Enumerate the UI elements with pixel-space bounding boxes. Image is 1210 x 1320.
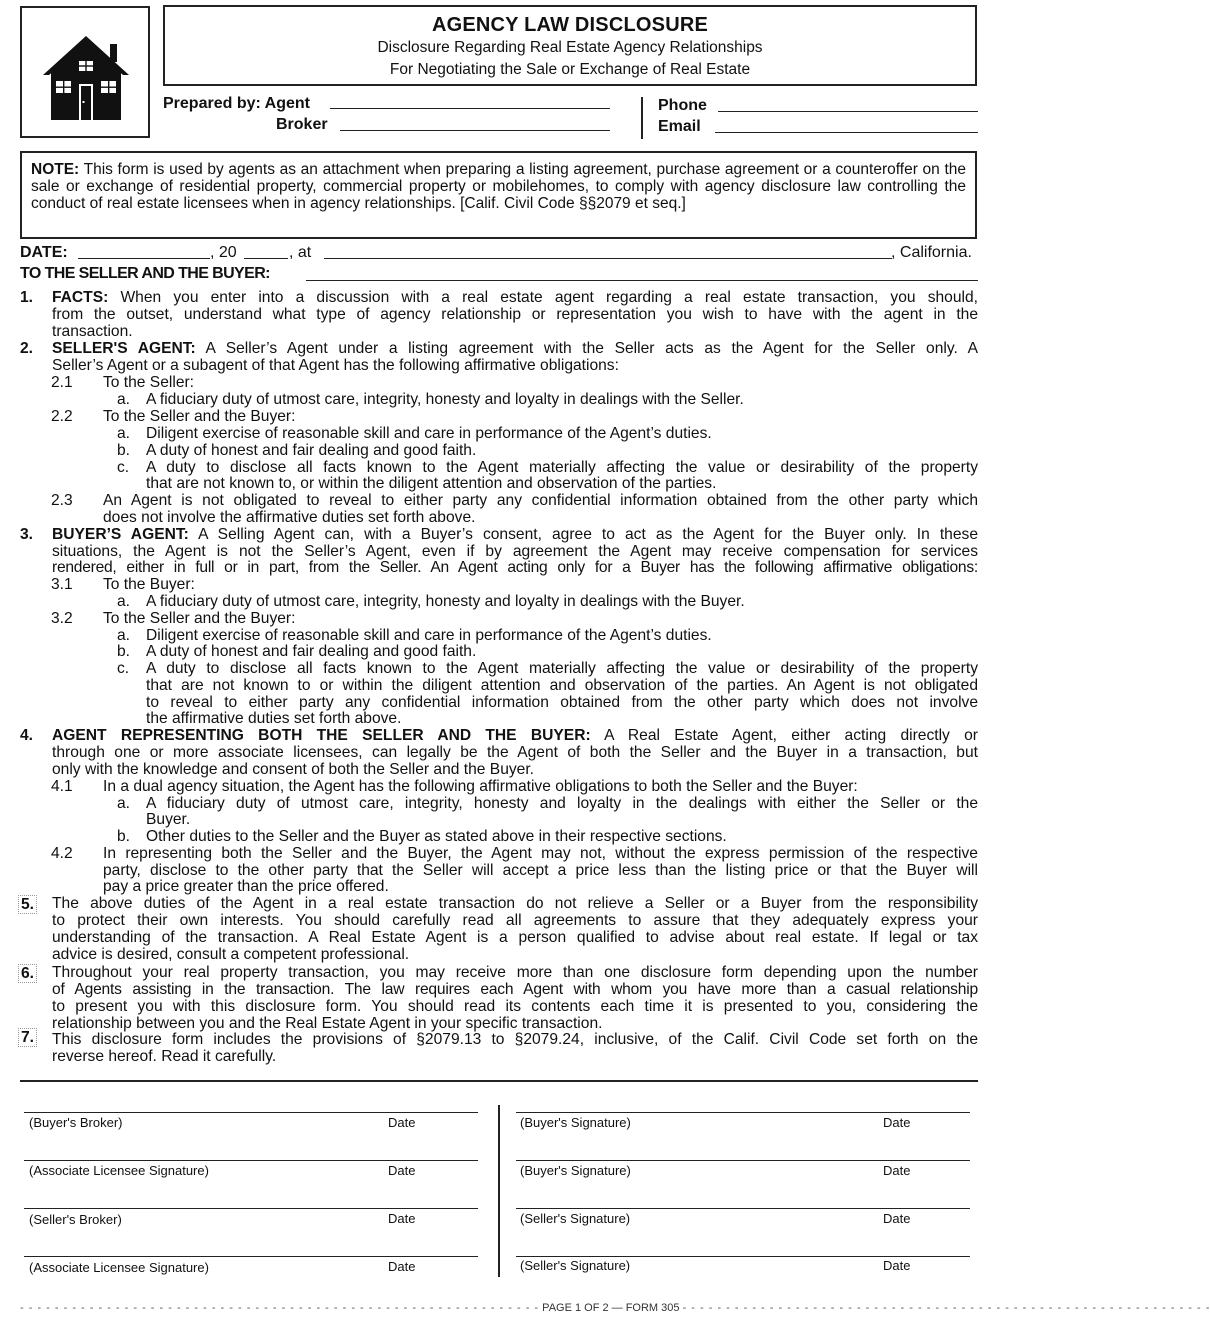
section-5-line: The above duties of the Agent in a real estate transaction do not relieve a Seller or a Buyer from the responsibility xyxy=(52,895,978,912)
signature-label: (Buyer's Signature) xyxy=(520,1163,631,1178)
section-5-line: to protect their own interests. You should carefully read all agreements to assure that they adequately express your xyxy=(52,912,978,929)
section-4-title: AGENT REPRESENTING BOTH THE SELLER AND THE BUYER: xyxy=(52,727,591,744)
section-1-line: from the outset, understand what type of agency relationship or representation you wish to have with the agent in the xyxy=(52,306,978,323)
section-6-line: Throughout your real property transaction, you may receive more than one disclosure form depending upon the number xyxy=(52,964,978,981)
form-subtitle-2: For Negotiating the Sale or Exchange of Real Estate xyxy=(389,61,751,78)
item-letter: b. xyxy=(117,828,131,845)
item-text: Diligent exercise of reasonable skill and care in performance of the Agent’s duties. xyxy=(146,627,712,644)
section-3-title: BUYER’S AGENT: xyxy=(52,526,189,543)
item-text: Diligent exercise of reasonable skill and care in performance of the Agent’s duties. xyxy=(146,425,712,442)
signature-label: (Associate Licensee Signature) xyxy=(29,1163,209,1178)
signature-line[interactable] xyxy=(516,1112,970,1113)
subsection-number: 4.2 xyxy=(51,845,73,862)
section-7-line: This disclosure form includes the provisions of §2079.13 to §2079.24, inclusive, of the Calif. Civil Code set forth on the xyxy=(52,1031,978,1048)
year-field[interactable] xyxy=(244,258,288,259)
header-divider xyxy=(641,97,643,139)
logo-box xyxy=(20,6,150,138)
section-4-line: only with the knowledge and consent of both the Seller and the Buyer. xyxy=(52,761,534,778)
city-field[interactable] xyxy=(324,258,892,259)
subsection-text: In representing both the Seller and the Buyer, the Agent may not, without the express permission of the respective xyxy=(103,845,978,862)
signature-line[interactable] xyxy=(24,1112,478,1113)
section-number: 3. xyxy=(20,526,34,543)
signature-date-label: Date xyxy=(388,1163,416,1178)
item-text: A duty to disclose all facts known to the Agent materially affecting the value or desirability of the property xyxy=(146,660,978,677)
section-6-line: of Agents assisting in the transaction. The law requires each Agent with whom you have more than a casual relationship xyxy=(52,981,978,998)
house-icon xyxy=(22,8,148,136)
item-letter: a. xyxy=(117,425,131,442)
signature-date-label: Date xyxy=(883,1163,911,1178)
signature-label: (Buyer's Signature) xyxy=(520,1115,631,1130)
signature-date-label: Date xyxy=(388,1259,416,1274)
section-3-line: A Selling Agent can, with a Buyer’s consent, agree to act as the Agent for the Buyer only. In these xyxy=(198,526,978,543)
section-7-line: reverse hereof. Read it carefully. xyxy=(52,1048,277,1065)
section-2-line: Seller’s Agent or a subagent of that Agent has the following affirmative obligations: xyxy=(52,357,619,374)
item-text: the affirmative duties set forth above. xyxy=(146,710,402,727)
section-6-line: to present you with this disclosure form. You should read its contents each time it is presented to you, considering the xyxy=(52,998,978,1015)
signature-date-label: Date xyxy=(388,1211,416,1226)
subsection-text: To the Seller and the Buyer: xyxy=(103,408,296,425)
signature-date-label: Date xyxy=(883,1115,911,1130)
prepared-by-agent-label: Prepared by: Agent xyxy=(163,95,310,112)
section-number: 5. xyxy=(18,895,37,914)
signature-label: (Seller's Broker) xyxy=(29,1212,122,1227)
item-letter: a. xyxy=(117,795,131,812)
subsection-text: In a dual agency situation, the Agent has the following affirmative obligations to both the Seller and the Buyer: xyxy=(103,778,858,795)
item-text: to reveal to either party any confidential information obtained from the other party which does not involve xyxy=(146,694,978,711)
section-2-line: A Seller’s Agent under a listing agreement with the Seller acts as the Agent for the Seller only. A xyxy=(205,340,978,357)
at-label: , at xyxy=(289,244,312,261)
phone-label: Phone xyxy=(658,97,707,114)
signature-label: (Seller's Signature) xyxy=(520,1258,631,1273)
section-number: 7. xyxy=(18,1028,37,1047)
item-letter: b. xyxy=(117,442,131,459)
broker-label: Broker xyxy=(276,116,328,133)
section-number: 6. xyxy=(18,964,37,983)
signature-line[interactable] xyxy=(516,1208,970,1209)
signature-date-label: Date xyxy=(883,1211,911,1226)
section-1-line: When you enter into a discussion with a real estate agent regarding a real estate transaction, you should, xyxy=(120,289,978,306)
phone-field[interactable] xyxy=(718,111,978,112)
subsection-number: 3.2 xyxy=(51,610,73,627)
form-title: AGENCY LAW DISCLOSURE xyxy=(431,14,709,36)
item-text: A fiduciary duty of utmost care, integrity, honesty and loyalty in dealings with the Buyer. xyxy=(146,593,745,610)
section-2-title: SELLER'S AGENT: xyxy=(52,340,196,357)
section-number: 4. xyxy=(20,727,34,744)
agent-name-field[interactable] xyxy=(330,108,610,109)
signature-label: (Associate Licensee Signature) xyxy=(29,1260,209,1275)
subsection-text: party, disclose to the other party that the Seller will accept a price less than the listing price or that the Buyer will xyxy=(103,862,978,879)
signature-date-label: Date xyxy=(883,1258,911,1273)
subsection-number: 2.1 xyxy=(51,374,73,391)
title-box xyxy=(163,5,977,86)
item-text: Other duties to the Seller and the Buyer as stated above in their respective sections. xyxy=(146,828,727,845)
subsection-text: An Agent is not obligated to reveal to either party any confidential information obtained from the other party which xyxy=(103,492,978,509)
section-number: 1. xyxy=(20,289,34,306)
email-field[interactable] xyxy=(715,132,978,133)
signature-line[interactable] xyxy=(516,1160,970,1161)
email-label: Email xyxy=(658,118,701,135)
subsection-text: To the Seller and the Buyer: xyxy=(103,610,296,627)
subsection-number: 3.1 xyxy=(51,576,73,593)
item-text: A duty of honest and fair dealing and good faith. xyxy=(146,442,477,459)
subsection-number: 2.3 xyxy=(51,492,73,509)
section-6-line: relationship between you and the Real Estate Agent in your specific transaction. xyxy=(52,1015,603,1032)
date-field[interactable] xyxy=(78,258,210,259)
form-subtitle-1: Disclosure Regarding Real Estate Agency Relationships xyxy=(377,39,763,56)
item-letter: b. xyxy=(117,643,131,660)
section-1-line: transaction. xyxy=(52,323,133,340)
subsection-number: 2.2 xyxy=(51,408,73,425)
item-text: that are not known to, or within the diligent attention and observation of the parties. xyxy=(146,475,717,492)
item-letter: c. xyxy=(117,459,130,476)
subsection-number: 4.1 xyxy=(51,778,73,795)
to-seller-buyer-label: TO THE SELLER AND THE BUYER: xyxy=(20,265,270,282)
section-5-line: understanding of the transaction. A Real Estate Agent is a person qualified to advise about real estate. If legal or tax xyxy=(52,929,978,946)
note-label: NOTE: xyxy=(31,161,80,178)
item-letter: a. xyxy=(117,627,131,644)
item-text: A fiduciary duty of utmost care, integrity, honesty and loyalty in the dealings with either the Seller or the xyxy=(146,795,978,812)
to-seller-buyer-field[interactable] xyxy=(306,280,978,281)
signature-line[interactable] xyxy=(24,1256,478,1257)
signature-label: (Seller's Signature) xyxy=(520,1211,631,1226)
section-3-line: rendered, either in full or in part, from the Seller. An Agent acting only for a Buyer has the following affirmative obligations: xyxy=(52,559,978,576)
signature-divider xyxy=(498,1105,500,1277)
note-box xyxy=(20,151,977,239)
signature-line[interactable] xyxy=(24,1208,478,1209)
section-3-line: situations, the Agent is not the Seller’s Agent, even if by agreement the Agent may receive compensation for services xyxy=(52,543,978,560)
subsection-text: pay a price greater than the price offered. xyxy=(103,878,389,895)
section-number: 2. xyxy=(20,340,34,357)
year-prefix: , 20 xyxy=(210,244,237,261)
item-text: that are not known to or within the diligent attention and observation of the parties. An Agent is not obligated xyxy=(146,677,978,694)
broker-name-field[interactable] xyxy=(340,130,610,131)
subsection-text: To the Buyer: xyxy=(103,576,195,593)
subsection-text: To the Seller: xyxy=(103,374,195,391)
signature-date-label: Date xyxy=(388,1115,416,1130)
item-text: A duty to disclose all facts known to the Agent materially affecting the value or desirability of the property xyxy=(146,459,978,476)
california-label: , California. xyxy=(891,244,972,261)
item-letter: a. xyxy=(117,593,131,610)
item-letter: c. xyxy=(117,660,130,677)
signature-line[interactable] xyxy=(516,1256,970,1257)
date-label: DATE: xyxy=(20,244,68,261)
footer-text: PAGE 1 OF 2 — FORM 305 xyxy=(542,1302,680,1314)
subsection-text: does not involve the affirmative duties set forth above. xyxy=(103,509,476,526)
signature-line[interactable] xyxy=(24,1160,478,1161)
page-footer: - - - - - - - - - - - - - - - - - - - - - - - - - - - - - - - - - - - - - - - - - - - - - - - - - - - - - - - - - - - - PAGE 1 OF 2 — FORM 305 - - - - - - - - - - - - - - - - - - - - - - - - - - - - - - - - - - - - - - - - - - - - - - - - - - - - - - - - - - - - - xyxy=(20,1302,1210,1314)
item-text: Buyer. xyxy=(146,811,191,828)
signature-separator xyxy=(20,1080,978,1082)
section-4-line: through one or more associate licensees, can legally be the Agent of both the Seller and the Buyer in a transaction, but xyxy=(52,744,978,761)
note-text: This form is used by agents as an attachment when preparing a listing agreement, purchase agreement or a counteroffer on the sale or exchange of residential property, commercial property or mobilehomes, to comply with agency disclosure law controlling the conduct of real estate licensees when in agency relationships. [Calif. Civil Code §§2079 et seq.] xyxy=(31,161,966,212)
item-text: A fiduciary duty of utmost care, integrity, honesty and loyalty in dealings with the Seller. xyxy=(146,391,744,408)
signature-label: (Buyer's Broker) xyxy=(29,1115,123,1130)
section-5-line: advice is desired, consult a competent professional. xyxy=(52,946,410,963)
section-1-title: FACTS: xyxy=(52,289,109,306)
section-4-line: A Real Estate Agent, either acting directly or xyxy=(604,727,978,744)
item-text: A duty of honest and fair dealing and good faith. xyxy=(146,643,477,660)
item-letter: a. xyxy=(117,391,131,408)
